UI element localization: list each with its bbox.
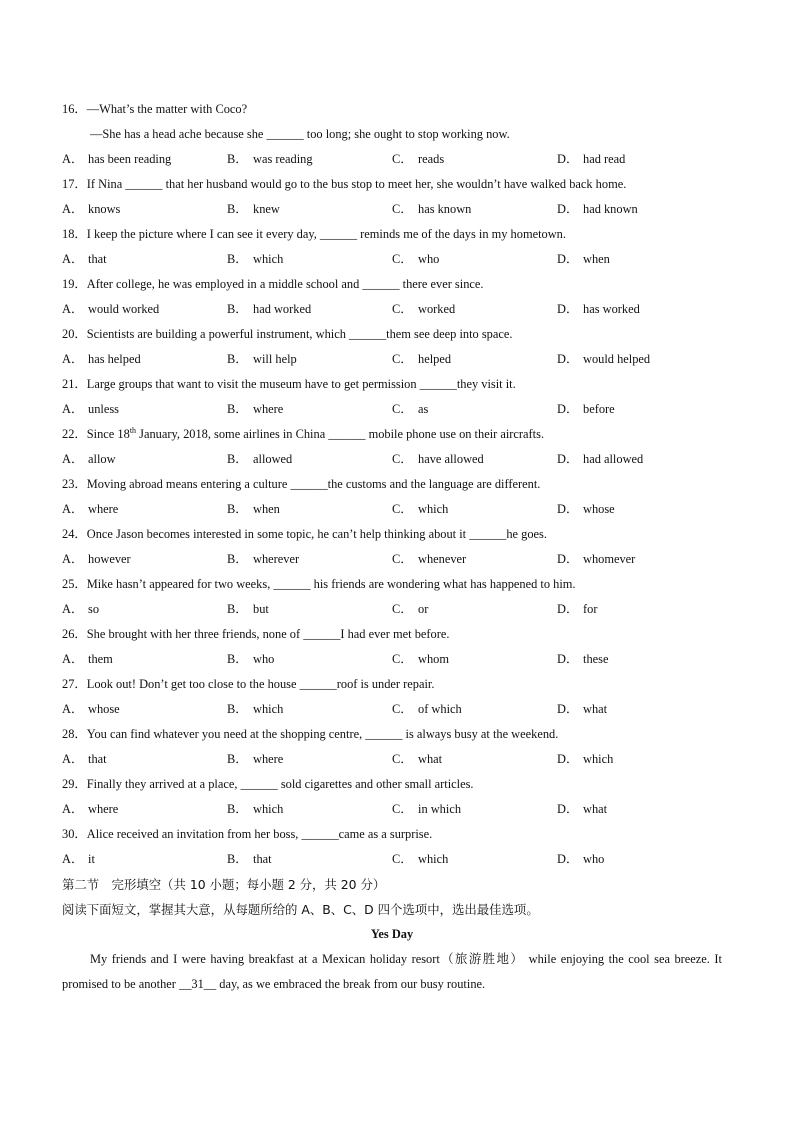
option-text: whose bbox=[583, 502, 615, 516]
passage-blank-31: __31__ bbox=[179, 977, 217, 991]
question-stem-text: —She has a head ache because she ______ too long; she ought to stop working now. bbox=[90, 127, 510, 141]
option-label: A． bbox=[62, 752, 84, 766]
answer-option[interactable] bbox=[557, 447, 722, 472]
question-stem-line bbox=[62, 122, 722, 147]
option-text: has helped bbox=[88, 352, 141, 366]
option-label: B． bbox=[227, 852, 248, 866]
question-1 bbox=[62, 172, 722, 222]
answer-option[interactable] bbox=[392, 197, 557, 222]
question-stem-text: Scientists are building a powerful instrument, which ______them see deep into space. bbox=[86, 327, 513, 341]
question-stem-text: Since 18 bbox=[86, 427, 130, 441]
question-stem-text: Alice received an invitation from her boss, ______came as a surprise. bbox=[86, 827, 433, 841]
option-text: had read bbox=[583, 152, 626, 166]
option-text: as bbox=[418, 402, 429, 416]
option-text: that bbox=[88, 252, 107, 266]
answer-options bbox=[62, 497, 722, 522]
question-number: 19． bbox=[62, 277, 87, 291]
option-text: allowed bbox=[253, 452, 293, 466]
answer-option[interactable] bbox=[392, 597, 557, 622]
exam-content bbox=[62, 97, 722, 997]
section-title: 第二节 完形填空（共 10 小题；每小题 2 分，共 20 分） bbox=[62, 877, 386, 892]
question-11 bbox=[62, 672, 722, 722]
answer-option[interactable] bbox=[227, 697, 392, 722]
question-stem-line bbox=[62, 672, 722, 697]
option-label: D． bbox=[557, 752, 579, 766]
question-2 bbox=[62, 222, 722, 272]
option-text: them bbox=[88, 652, 113, 666]
option-label: A． bbox=[62, 652, 84, 666]
answer-option[interactable] bbox=[227, 797, 392, 822]
answer-option[interactable] bbox=[557, 347, 722, 372]
option-text: would worked bbox=[88, 302, 160, 316]
option-label: B． bbox=[227, 502, 248, 516]
option-label: C． bbox=[392, 752, 413, 766]
option-text: has been reading bbox=[88, 152, 172, 166]
question-stem-line bbox=[62, 722, 722, 747]
answer-option[interactable] bbox=[62, 597, 227, 622]
option-label: C． bbox=[392, 252, 413, 266]
question-4 bbox=[62, 322, 722, 372]
question-stem-line bbox=[62, 422, 722, 447]
answer-option[interactable] bbox=[62, 247, 227, 272]
passage-text-after: day, as we embraced the break from our busy routine. bbox=[216, 977, 486, 991]
answer-option[interactable] bbox=[557, 647, 722, 672]
answer-options bbox=[62, 447, 722, 472]
answer-option[interactable] bbox=[392, 247, 557, 272]
option-text: wherever bbox=[253, 552, 300, 566]
answer-option[interactable] bbox=[227, 847, 392, 872]
question-stem-line bbox=[62, 822, 722, 847]
answer-option[interactable] bbox=[392, 797, 557, 822]
question-number: 26． bbox=[62, 627, 87, 641]
option-text: which bbox=[253, 802, 284, 816]
option-text: what bbox=[583, 702, 608, 716]
option-label: D． bbox=[557, 252, 579, 266]
option-text: who bbox=[583, 852, 605, 866]
option-label: C． bbox=[392, 602, 413, 616]
option-label: D． bbox=[557, 402, 579, 416]
question-number: 22． bbox=[62, 427, 87, 441]
option-text: whom bbox=[418, 652, 449, 666]
answer-option[interactable] bbox=[227, 447, 392, 472]
option-label: C． bbox=[392, 352, 413, 366]
question-stem-text: Large groups that want to visit the museum have to get permission ______they visit it. bbox=[86, 377, 516, 391]
option-text: have allowed bbox=[418, 452, 484, 466]
question-stem-text: January, 2018, some airlines in China ______ mobile phone use on their aircrafts. bbox=[136, 427, 545, 441]
answer-option[interactable] bbox=[557, 597, 722, 622]
question-number: 23． bbox=[62, 477, 87, 491]
answer-option[interactable] bbox=[62, 447, 227, 472]
option-label: D． bbox=[557, 852, 579, 866]
option-label: B． bbox=[227, 202, 248, 216]
option-text: so bbox=[88, 602, 100, 616]
question-7 bbox=[62, 472, 722, 522]
answer-option[interactable] bbox=[557, 747, 722, 772]
answer-option[interactable] bbox=[227, 497, 392, 522]
option-label: D． bbox=[557, 502, 579, 516]
option-text: which bbox=[418, 852, 449, 866]
answer-option[interactable] bbox=[392, 547, 557, 572]
question-number: 18． bbox=[62, 227, 87, 241]
answer-option[interactable] bbox=[557, 197, 722, 222]
answer-options bbox=[62, 747, 722, 772]
option-label: A． bbox=[62, 802, 84, 816]
question-9 bbox=[62, 572, 722, 622]
question-stem-text: Look out! Don’t get too close to the house ______roof is under repair. bbox=[86, 677, 435, 691]
answer-options bbox=[62, 797, 722, 822]
question-stem-line bbox=[62, 572, 722, 597]
option-text: allow bbox=[88, 452, 116, 466]
question-number: 24． bbox=[62, 527, 87, 541]
answer-option[interactable] bbox=[392, 497, 557, 522]
answer-option[interactable] bbox=[62, 747, 227, 772]
option-label: B． bbox=[227, 552, 248, 566]
question-3 bbox=[62, 272, 722, 322]
answer-option[interactable] bbox=[227, 397, 392, 422]
answer-option[interactable] bbox=[557, 397, 722, 422]
option-label: A． bbox=[62, 552, 84, 566]
option-text: but bbox=[253, 602, 269, 616]
option-text: where bbox=[88, 802, 119, 816]
option-text: or bbox=[418, 602, 429, 616]
answer-options bbox=[62, 147, 722, 172]
answer-options bbox=[62, 297, 722, 322]
question-stem-text: After college, he was employed in a middle school and ______ there ever since. bbox=[86, 277, 484, 291]
option-text: when bbox=[253, 502, 280, 516]
answer-options bbox=[62, 397, 722, 422]
question-stem-line bbox=[62, 372, 722, 397]
option-label: A． bbox=[62, 502, 84, 516]
passage-title: Yes Day bbox=[370, 927, 414, 941]
answer-option[interactable] bbox=[62, 497, 227, 522]
answer-option[interactable] bbox=[227, 297, 392, 322]
answer-option[interactable] bbox=[392, 847, 557, 872]
answer-option[interactable] bbox=[62, 197, 227, 222]
option-label: D． bbox=[557, 152, 579, 166]
option-text: knew bbox=[253, 202, 280, 216]
option-text: helped bbox=[418, 352, 452, 366]
passage-text-before: My friends and I were having breakfast at a Mexican holiday resort（旅游胜地） while enjoying the cool sea breeze. It promised to be another bbox=[62, 952, 722, 991]
answer-option[interactable] bbox=[392, 647, 557, 672]
option-label: B． bbox=[227, 802, 248, 816]
passage-paragraph bbox=[62, 947, 722, 997]
answer-option[interactable] bbox=[62, 397, 227, 422]
option-text: that bbox=[253, 852, 272, 866]
option-label: B． bbox=[227, 752, 248, 766]
question-list bbox=[62, 97, 722, 872]
question-number: 25． bbox=[62, 577, 87, 591]
answer-option[interactable] bbox=[557, 497, 722, 522]
answer-option[interactable] bbox=[557, 697, 722, 722]
option-text: would helped bbox=[583, 352, 651, 366]
option-label: B． bbox=[227, 402, 248, 416]
option-label: D． bbox=[557, 452, 579, 466]
answer-option[interactable] bbox=[557, 247, 722, 272]
option-text: had allowed bbox=[583, 452, 644, 466]
option-label: D． bbox=[557, 352, 579, 366]
answer-option[interactable] bbox=[392, 297, 557, 322]
answer-options bbox=[62, 597, 722, 622]
option-text: unless bbox=[88, 402, 119, 416]
question-number: 21． bbox=[62, 377, 87, 391]
option-label: C． bbox=[392, 152, 413, 166]
question-stem-line bbox=[62, 622, 722, 647]
answer-option[interactable] bbox=[392, 347, 557, 372]
option-label: B． bbox=[227, 452, 248, 466]
section-instruction: 阅读下面短文，掌握其大意，从每题所给的 A、B、C、D 四个选项中，选出最佳选项。 bbox=[62, 902, 539, 917]
option-label: C． bbox=[392, 502, 413, 516]
question-stem-line bbox=[62, 322, 722, 347]
option-label: D． bbox=[557, 302, 579, 316]
question-stem-line bbox=[62, 772, 722, 797]
option-text: that bbox=[88, 752, 107, 766]
option-text: in which bbox=[418, 802, 462, 816]
option-label: C． bbox=[392, 652, 413, 666]
question-stem-text: Once Jason becomes interested in some topic, he can’t help thinking about it ______he goes. bbox=[86, 527, 547, 541]
answer-option[interactable] bbox=[62, 847, 227, 872]
option-label: A． bbox=[62, 302, 84, 316]
question-number: 20． bbox=[62, 327, 87, 341]
question-stem-line bbox=[62, 522, 722, 547]
question-stem-text: If Nina ______ that her husband would go to the bus stop to meet her, she wouldn’t have walked back home. bbox=[86, 177, 627, 191]
answer-option[interactable] bbox=[62, 347, 227, 372]
answer-option[interactable] bbox=[62, 647, 227, 672]
answer-option[interactable] bbox=[392, 397, 557, 422]
option-label: B． bbox=[227, 302, 248, 316]
option-label: A． bbox=[62, 602, 84, 616]
option-text: for bbox=[583, 602, 598, 616]
question-stem-line bbox=[62, 222, 722, 247]
option-text: where bbox=[253, 752, 284, 766]
option-text: knows bbox=[88, 202, 121, 216]
option-text: which bbox=[418, 502, 449, 516]
option-label: C． bbox=[392, 552, 413, 566]
option-text: it bbox=[88, 852, 95, 866]
option-label: C． bbox=[392, 402, 413, 416]
answer-option[interactable] bbox=[62, 297, 227, 322]
option-label: C． bbox=[392, 452, 413, 466]
option-label: A． bbox=[62, 452, 84, 466]
question-stem-text: I keep the picture where I can see it every day, ______ reminds me of the days in my hometown. bbox=[86, 227, 566, 241]
answer-option[interactable] bbox=[557, 297, 722, 322]
question-stem-text: —What’s the matter with Coco? bbox=[86, 102, 248, 116]
option-text: however bbox=[88, 552, 131, 566]
question-stem-sup: th bbox=[129, 425, 137, 435]
answer-option[interactable] bbox=[62, 697, 227, 722]
option-label: D． bbox=[557, 702, 579, 716]
question-number: 29． bbox=[62, 777, 87, 791]
question-stem-text: Finally they arrived at a place, ______ sold cigarettes and other small articles. bbox=[86, 777, 474, 791]
answer-options bbox=[62, 847, 722, 872]
option-label: A． bbox=[62, 402, 84, 416]
option-text: has worked bbox=[583, 302, 640, 316]
option-label: B． bbox=[227, 652, 248, 666]
answer-option[interactable] bbox=[62, 147, 227, 172]
option-text: had worked bbox=[253, 302, 312, 316]
option-text: where bbox=[88, 502, 119, 516]
question-stem-line bbox=[62, 272, 722, 297]
question-stem-text: Moving abroad means entering a culture ______the customs and the language are different. bbox=[86, 477, 541, 491]
question-stem-text: She brought with her three friends, none of ______I had ever met before. bbox=[86, 627, 450, 641]
option-label: D． bbox=[557, 602, 579, 616]
answer-option[interactable] bbox=[392, 747, 557, 772]
question-stem-line bbox=[62, 172, 722, 197]
option-text: had known bbox=[583, 202, 638, 216]
question-number: 16． bbox=[62, 102, 87, 116]
answer-option[interactable] bbox=[227, 347, 392, 372]
answer-option[interactable] bbox=[557, 147, 722, 172]
answer-option[interactable] bbox=[227, 247, 392, 272]
option-label: D． bbox=[557, 552, 579, 566]
option-label: A． bbox=[62, 352, 84, 366]
option-label: B． bbox=[227, 702, 248, 716]
answer-options bbox=[62, 247, 722, 272]
answer-options bbox=[62, 547, 722, 572]
question-0 bbox=[62, 97, 722, 172]
answer-option[interactable] bbox=[392, 697, 557, 722]
option-text: will help bbox=[253, 352, 297, 366]
option-label: C． bbox=[392, 852, 413, 866]
answer-option[interactable] bbox=[392, 447, 557, 472]
answer-option[interactable] bbox=[227, 647, 392, 672]
option-text: these bbox=[583, 652, 609, 666]
option-text: what bbox=[583, 802, 608, 816]
answer-options bbox=[62, 197, 722, 222]
answer-option[interactable] bbox=[227, 597, 392, 622]
option-text: whenever bbox=[418, 552, 467, 566]
option-label: B． bbox=[227, 352, 248, 366]
answer-option[interactable] bbox=[62, 797, 227, 822]
option-text: whomever bbox=[583, 552, 636, 566]
option-label: D． bbox=[557, 802, 579, 816]
question-12 bbox=[62, 722, 722, 772]
option-label: A． bbox=[62, 152, 84, 166]
option-text: whose bbox=[88, 702, 120, 716]
option-label: B． bbox=[227, 602, 248, 616]
option-text: was reading bbox=[253, 152, 313, 166]
question-8 bbox=[62, 522, 722, 572]
question-stem-text: You can find whatever you need at the shopping centre, ______ is always busy at the weekend. bbox=[86, 727, 559, 741]
question-10 bbox=[62, 622, 722, 672]
question-number: 30． bbox=[62, 827, 87, 841]
question-number: 27． bbox=[62, 677, 87, 691]
option-label: C． bbox=[392, 202, 413, 216]
option-label: B． bbox=[227, 152, 248, 166]
option-label: B． bbox=[227, 252, 248, 266]
option-text: where bbox=[253, 402, 284, 416]
question-14 bbox=[62, 822, 722, 872]
option-text: of which bbox=[418, 702, 462, 716]
question-5 bbox=[62, 372, 722, 422]
question-stem-line bbox=[62, 97, 722, 122]
option-text: who bbox=[253, 652, 275, 666]
option-label: C． bbox=[392, 702, 413, 716]
answer-option[interactable] bbox=[227, 197, 392, 222]
option-text: before bbox=[583, 402, 615, 416]
answer-options bbox=[62, 347, 722, 372]
option-text: what bbox=[418, 752, 443, 766]
question-number: 17． bbox=[62, 177, 87, 191]
option-text: has known bbox=[418, 202, 472, 216]
option-text: which bbox=[253, 252, 284, 266]
answer-option[interactable] bbox=[557, 797, 722, 822]
question-6 bbox=[62, 422, 722, 472]
answer-option[interactable] bbox=[557, 847, 722, 872]
answer-option[interactable] bbox=[62, 547, 227, 572]
option-text: reads bbox=[418, 152, 445, 166]
option-label: A． bbox=[62, 202, 84, 216]
question-number: 28． bbox=[62, 727, 87, 741]
answer-option[interactable] bbox=[392, 147, 557, 172]
answer-option[interactable] bbox=[557, 547, 722, 572]
option-label: D． bbox=[557, 652, 579, 666]
option-label: A． bbox=[62, 702, 84, 716]
question-stem-line bbox=[62, 472, 722, 497]
answer-option[interactable] bbox=[227, 147, 392, 172]
option-label: D． bbox=[557, 202, 579, 216]
question-stem-text: Mike hasn’t appeared for two weeks, ______ his friends are wondering what has happened to him. bbox=[86, 577, 576, 591]
option-text: which bbox=[583, 752, 614, 766]
option-text: who bbox=[418, 252, 440, 266]
option-label: C． bbox=[392, 802, 413, 816]
question-13 bbox=[62, 772, 722, 822]
option-label: A． bbox=[62, 852, 84, 866]
option-text: when bbox=[583, 252, 610, 266]
option-label: C． bbox=[392, 302, 413, 316]
answer-option[interactable] bbox=[227, 547, 392, 572]
option-text: which bbox=[253, 702, 284, 716]
option-text: worked bbox=[418, 302, 456, 316]
answer-options bbox=[62, 697, 722, 722]
answer-options bbox=[62, 647, 722, 672]
answer-option[interactable] bbox=[227, 747, 392, 772]
option-label: A． bbox=[62, 252, 84, 266]
